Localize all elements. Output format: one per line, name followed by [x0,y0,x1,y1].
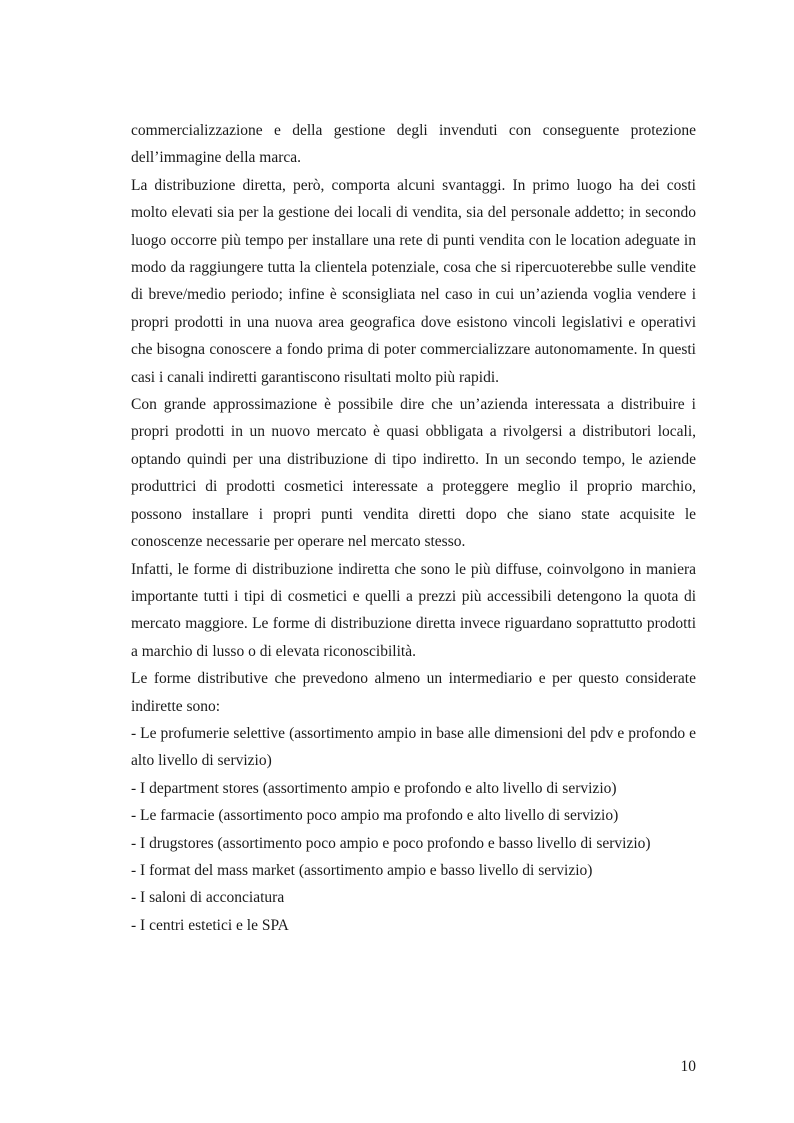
page-number: 10 [680,1058,696,1075]
list-item: - I department stores (assortimento ampio e profondo e alto livello di servizio) [131,779,617,797]
paragraph-disadvantages: La distribuzione diretta, però, comporta alcuni svantaggi. In primo luogo ha dei costi molto elevati sia per la gestione dei locali di vendita, sia del personale addetto; in secondo luogo occorre più tempo per installare una rete di punti vendita con le location adeguate in modo da raggiungere tutta la clientela potenziale, cosa che si ripercuoterebbe sulle vendite di breve/medio periodo; infine è sconsigliata nel caso in cui un’azienda voglia vendere i propri prodotti in una nuova area geografica dove esistono vincoli legislativi e operativi che bisogna conoscere a fondo prima di poter commercializzare autonomamente. In questi casi i canali indiretti garantiscono risultati molto più rapidi. [131,176,696,386]
distribution-forms-list [131,720,696,939]
paragraph-list-intro: Le forme distributive che prevedono almeno un intermediario e per questo considerate indirette sono: [131,670,696,715]
list-item: - I saloni di acconciatura [131,889,285,907]
list-item: - I drugstores (assortimento poco ampio e poco profondo e basso livello di servizio) [131,834,651,852]
document-page [131,117,696,939]
list-item: - I centri estetici e le SPA [131,916,289,934]
paragraph-continuation: commercializzazione e della gestione degli invenduti con conseguente protezione dell’immagine della marca. [131,122,696,167]
list-item: - I format del mass market (assortimento ampio e basso livello di servizio) [131,861,593,879]
list-item: - Le profumerie selettive (assortimento ampio in base alle dimensioni del pdv e profondo e alto livello di servizio) [131,724,696,770]
paragraph-indirect-forms: Infatti, le forme di distribuzione indiretta che sono le più diffuse, coinvolgono in maniera importante tutti i tipi di cosmetici e quelli a prezzi più accessibili detengono la quota di mercato maggiore. Le forme di distribuzione diretta invece riguardano soprattutto prodotti a marchio di lusso o di elevata riconoscibilità. [131,560,696,660]
list-item: - Le farmacie (assortimento poco ampio ma profondo e alto livello di servizio) [131,807,619,825]
paragraph-approximation: Con grande approssimazione è possibile dire che un’azienda interessata a distribuire i propri prodotti in un nuovo mercato è quasi obbligata a rivolgersi a distributori locali, optando quindi per una distribuzione di tipo indiretto. In un secondo tempo, le aziende produttrici di prodotti cosmetici interessate a proteggere meglio il proprio marchio, possono installare i propri punti vendita diretti dopo che siano state acquisite le conoscenze necessarie per operare nel mercato stesso. [131,396,696,551]
